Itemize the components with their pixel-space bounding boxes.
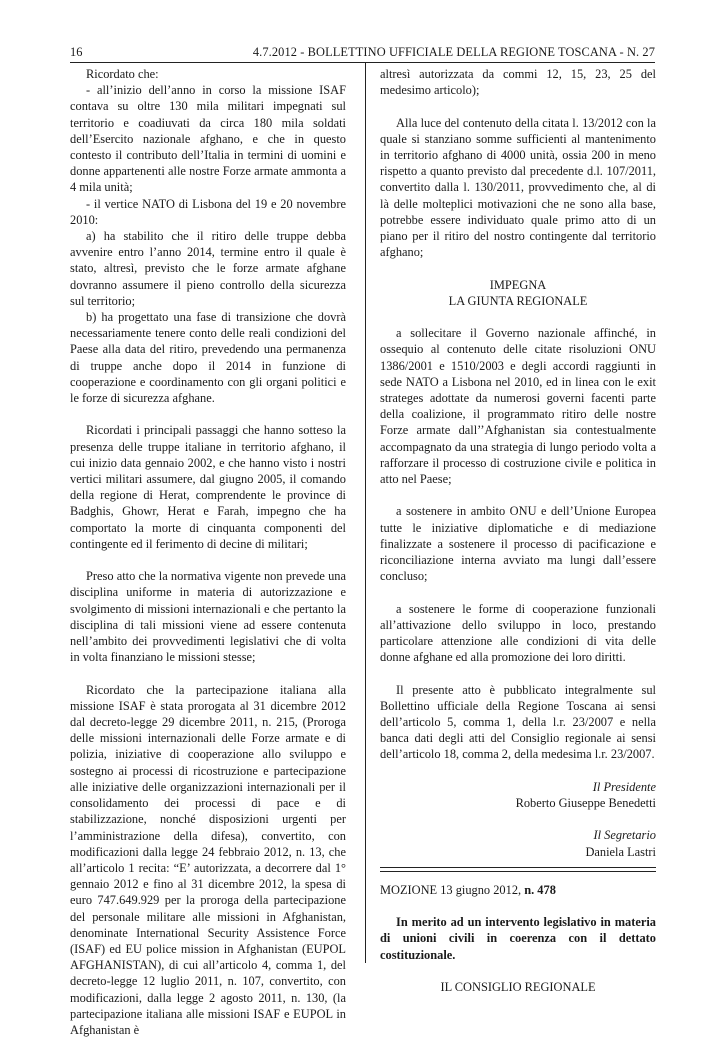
section-divider (380, 867, 656, 872)
giunta-heading: LA GIUNTA REGIONALE (448, 293, 588, 308)
column-divider (365, 63, 366, 963)
paragraph: Ricordati i principali passaggi che hanno sotteso la presenza delle truppe italiane in territorio afghano, il cui inizio data gennaio 2002, e che hanno visto i nostri vertici militari assumere, dal giugno 2005, il comando della regione di Herat, comprendente le province di Badghis, Ghowr, Herat e Farah, impegno che ha comportato la morte di cinquanta componenti del contingente ed il ferimento di decine di militari; (70, 423, 346, 551)
paragraph: altresì autorizzata da commi 12, 15, 23, 25 del medesimo articolo); (380, 67, 656, 98)
paragraph: Ricordato che: (86, 67, 159, 81)
motion-title (380, 882, 656, 898)
page-header (70, 44, 655, 60)
paragraph: Preso atto che la normativa vigente non prevede una disciplina uniforme in materia di autorizzazione e svolgimento di missioni internazionali e che pertanto la disciplina di tali missioni viene ad essere contenuta nell’ambito dei provvedimenti legislativi che di volta in volta finanziano le missioni stesse; (70, 569, 346, 665)
commitment-paragraph: a sostenere in ambito ONU e dell’Unione Europea tutte le iniziative diplomatiche e di mediazione finalizzate a sostenere il processo di pacificazione e riconciliazione interna avviato ma lungi dall’essere concluso; (380, 504, 656, 584)
commitment-paragraph: a sostenere le forme di cooperazione funzionali all’attivazione dello sviluppo in loco, prestando particolare attenzione alle condizioni di vita delle donne afghane ed alla promozione dei loro diritti. (380, 601, 656, 665)
paragraph: b) ha progettato una fase di transizione che dovrà necessariamente tenere conto delle reali condizioni del Paese alla data del ritiro, prevedendo una permanenza di truppe anche dopo il 2014 in funzione di cooperazione e coordinamento con gli organi politici e le forze di sicurezza afghane. (70, 310, 346, 406)
impegna-heading: IMPEGNA (489, 277, 547, 292)
running-title: 4.7.2012 - BOLLETTINO UFFICIALE DELLA REGIONE TOSCANA - N. 27 (252, 45, 655, 59)
motion-label: MOZIONE 13 giugno 2012, (380, 882, 525, 897)
motion-subject: In merito ad un intervento legislativo in materia di unioni civili in coerenza con il dettato costituzionale. (380, 915, 656, 962)
paragraph: - il vertice NATO di Lisbona del 19 e 20 novembre 2010: (70, 196, 346, 227)
right-column (380, 66, 656, 995)
signature-name: Daniela Lastri (585, 844, 656, 859)
signature-name: Roberto Giuseppe Benedetti (515, 796, 656, 811)
left-column (70, 66, 346, 1038)
motion-number: n. 478 (524, 882, 556, 897)
council-heading: IL CONSIGLIO REGIONALE (440, 980, 596, 995)
header-rule (70, 62, 655, 63)
signature-role: Il Presidente (592, 779, 656, 794)
paragraph: Alla luce del contenuto della citata l. 13/2012 con la quale si stanziano somme sufficienti al mantenimento in territorio afghano di 4000 unità, ossia 200 in meno rispetto a quanto previsto dal precedente d.l. 107/2011, convertito dalla l. 130/2011, provvedimento che, al di là delle molteplici motivazioni che ne sono alla base, potrebbe essere individuato quale primo atto di un piano per il ritiro del nostro contingente dal territorio afghano; (380, 115, 656, 260)
paragraph: a) ha stabilito che il ritiro delle truppe debba avvenire entro l’anno 2014, termine entro il quale è stato, altresì, previsto che le forze armate afghane dovranno assumere il pieno controllo della sicurezza sul territorio; (70, 229, 346, 308)
publication-paragraph: Il presente atto è pubblicato integralmente sul Bollettino ufficiale della Regione Toscana ai sensi dell’articolo 5, comma 1, della l.r. 23/2007 e nella banca dati degli atti del Consiglio regionale ai sensi dell’articolo 18, comma 2, della medesima l.r. 23/2007. (380, 682, 656, 762)
page-number: 16 (70, 45, 83, 59)
signature-role: Il Segretario (593, 828, 656, 843)
paragraph: Ricordato che la partecipazione italiana alla missione ISAF è stata prorogata al 31 dicembre 2012 dal decreto-legge 29 dicembre 2011, n. 215, (Proroga delle missioni internazionali delle Forze armate e di polizia, iniziative di cooperazione allo sviluppo e sostegno ai processi di ricostruzione e partecipazione alle iniziative delle organizzazioni internazionali per il consolidamento dei processi di pace e di stabilizzazione, nonché disposizioni urgenti per l’amministrazione della difesa), convertito, con modificazioni dalla legge 24 febbraio 2012, n. 13, che all’articolo 1 recita: “E’ autorizzata, a decorrere dal 1° gennaio 2012 e fino al 31 dicembre 2012, la spesa di euro 747.649.929 per la proroga della partecipazione del personale militare alle missioni in Afghanistan, denominate International Security Assistence Force (ISAF) ed EU police mission in Afghanistan (EUPOL AFGHANISTAN), di cui all’articolo 4, comma 1, del decreto-legge 12 luglio 2011, n. 107, convertito, con modificazioni, dalla legge 2 agosto 2011, n. 130, (la partecipazione italiana alle missioni ISAF e EUPOL in Afghanistan è (70, 682, 346, 1037)
paragraph: - all’inizio dell’anno in corso la missione ISAF contava su oltre 130 mila militari impegnati sul territorio e coadiuvati da circa 180 mila soldati dell’Esercito nazionale afghano, e che in questo contesto il contributo dell’Italia in termini di uomini e donne appartenenti alle nostre Forze armate ammonta a 4 mila unità; (70, 83, 346, 195)
commitment-paragraph: a sollecitare il Governo nazionale affinché, in ossequio al contenuto delle citate risoluzioni ONU 1386/2001 e 1510/2003 e degli accordi raggiunti in sede NATO a Lisbona nel 2010, ed in linea con le exit strateges adottate da numerosi governi facenti parte della coalizione, il programmato ritiro delle nostre Forze armate dall’’Afghanistan sia contestualmente accompagnato da una strategia di lungo periodo volta a rafforzare il processo di costruzione civile e politica in atto nel Paese; (380, 326, 656, 487)
